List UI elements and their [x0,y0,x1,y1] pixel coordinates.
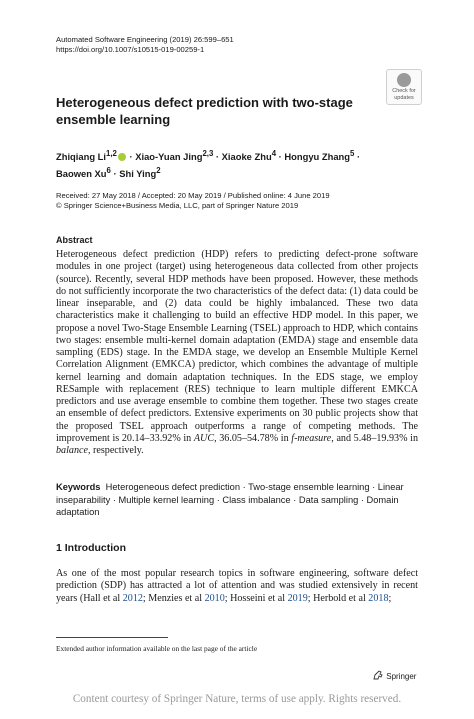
affiliation-marker: 4 [271,149,277,158]
author-name[interactable]: Xiaoke Zhu [221,151,272,163]
citation: ; Herbold et al [307,592,369,604]
received-accepted-dates: Received: 27 May 2018 / Accepted: 20 May 2019 / Published online: 4 June 2019 [56,191,330,200]
affiliation-marker: 1,2 [106,149,117,158]
affiliation-marker: 5 [350,149,355,158]
author-separator: · [213,151,222,163]
author-name[interactable]: Xiao-Yuan Jing [135,151,203,163]
check-updates-icon [397,73,411,87]
metric-auc: AUC [193,432,215,444]
citation-link[interactable]: 2019 [287,592,308,604]
abstract-heading: Abstract [56,235,93,245]
footnote: Extended author information available on the last page of the article [56,644,258,653]
author-name[interactable]: Zhiqiang Li [56,151,106,163]
abstract-text: , and 5.48–19.93% in [331,432,418,444]
journal-header [56,35,234,55]
affiliation-marker: 2 [156,166,161,176]
citation-link[interactable]: 2018 [368,592,389,604]
badge-line2: updates [394,95,414,101]
author-name[interactable]: Shi Ying [119,168,157,180]
metric-f-measure: f-measure [291,432,332,444]
keywords-label: Keywords [56,482,101,492]
doi-link[interactable]: https://doi.org/10.1007/s10515-019-00259-1 [56,45,205,54]
intro-text: As one of the most popular research topics in software engineering, software defect prediction (SDP) has attracted a lot of attention and was studied extensively in recent years ( [56,568,418,604]
footnote-divider [56,637,168,638]
introduction-body [56,568,418,605]
citation-link[interactable]: 2012 [122,592,143,604]
author-name[interactable]: Hongyu Zhang [284,151,351,163]
publication-dates [56,191,330,211]
author-separator: · [354,151,361,163]
author-separator: · [110,168,120,180]
publisher-name: Springer [386,672,417,681]
citation: Hall et al [83,592,123,604]
paper-title: Heterogeneous defect prediction with two-stage ensemble learning [56,95,353,127]
journal-citation: Automated Software Engineering (2019) 26:599–651 [56,35,234,44]
introduction-heading: 1 Introduction [56,542,126,554]
badge-line1: Check for [392,88,416,94]
citation-link[interactable]: 2010 [204,592,225,604]
springer-horse-icon [373,670,384,680]
courtesy-watermark: Content courtesy of Springer Nature, terms of use apply. Rights reserved. [72,693,402,705]
publisher-logo [373,670,416,681]
abstract-text: Heterogeneous defect prediction (HDP) refers to predicting defect-prone software modules in one project (target) using heterogeneous data collected from other projects (source). Recently, several HDP methods have been proposed. However, these methods do not sufficiently incorporate the two characteristics of the defect data: (1) data could be linear inseparable, and (2) data could be highly imbalanced. These two data characteristics make it challenging to build an effective HDP model. In this paper, we propose a novel Two-Stage Ensemble Learning (TSEL) approach to HDP, which contains two stages: ensemble multi-kernel domain adaptation (EMDA) stage and ensemble data sampling (EDS) stage. In the EMDA stage, we develop an Ensemble Multiple Kernel Correlation Alignment (EMKCA) predictor, which combines the advantage of multiple kernel learning and domain adaptation techniques. In the EDS stage, we employ RESample with replacement (RES) technique to learn multiple different EMKCA predictors and use average ensemble to combine them together. These two stages create an ensemble of defect predictors. Extensive experiments on 30 public projects show that the proposed TSEL approach outperforms a range of competing methods. The improvement is 20.14–33.92% in [56,249,418,444]
affiliation-marker: 2,3 [202,149,214,158]
abstract-body [56,249,418,457]
keywords-text: Heterogeneous defect prediction · Two-stage ensemble learning · Linear inseparability · Multiple kernel learning · Class imbalance · Data sampling · Domain adaptation [56,482,404,517]
citation: ; Menzies et al [142,592,205,604]
abstract-text: , respectively. [87,445,144,456]
citation: ; Hosseini et al [224,592,288,604]
metric-balance: balance [56,445,88,456]
author-separator: · [126,151,136,163]
author-separator: · [276,151,285,163]
copyright-line: © Springer Science+Business Media, LLC, part of Springer Nature 2019 [56,201,299,210]
author-list [56,147,396,181]
citation: ; [388,592,392,604]
author-name[interactable]: Baowen Xu [56,168,107,180]
keywords-block [56,481,418,519]
orcid-icon[interactable] [118,153,126,161]
affiliation-marker: 6 [106,166,111,176]
abstract-text: , 36.05–54.78% in [214,432,292,444]
